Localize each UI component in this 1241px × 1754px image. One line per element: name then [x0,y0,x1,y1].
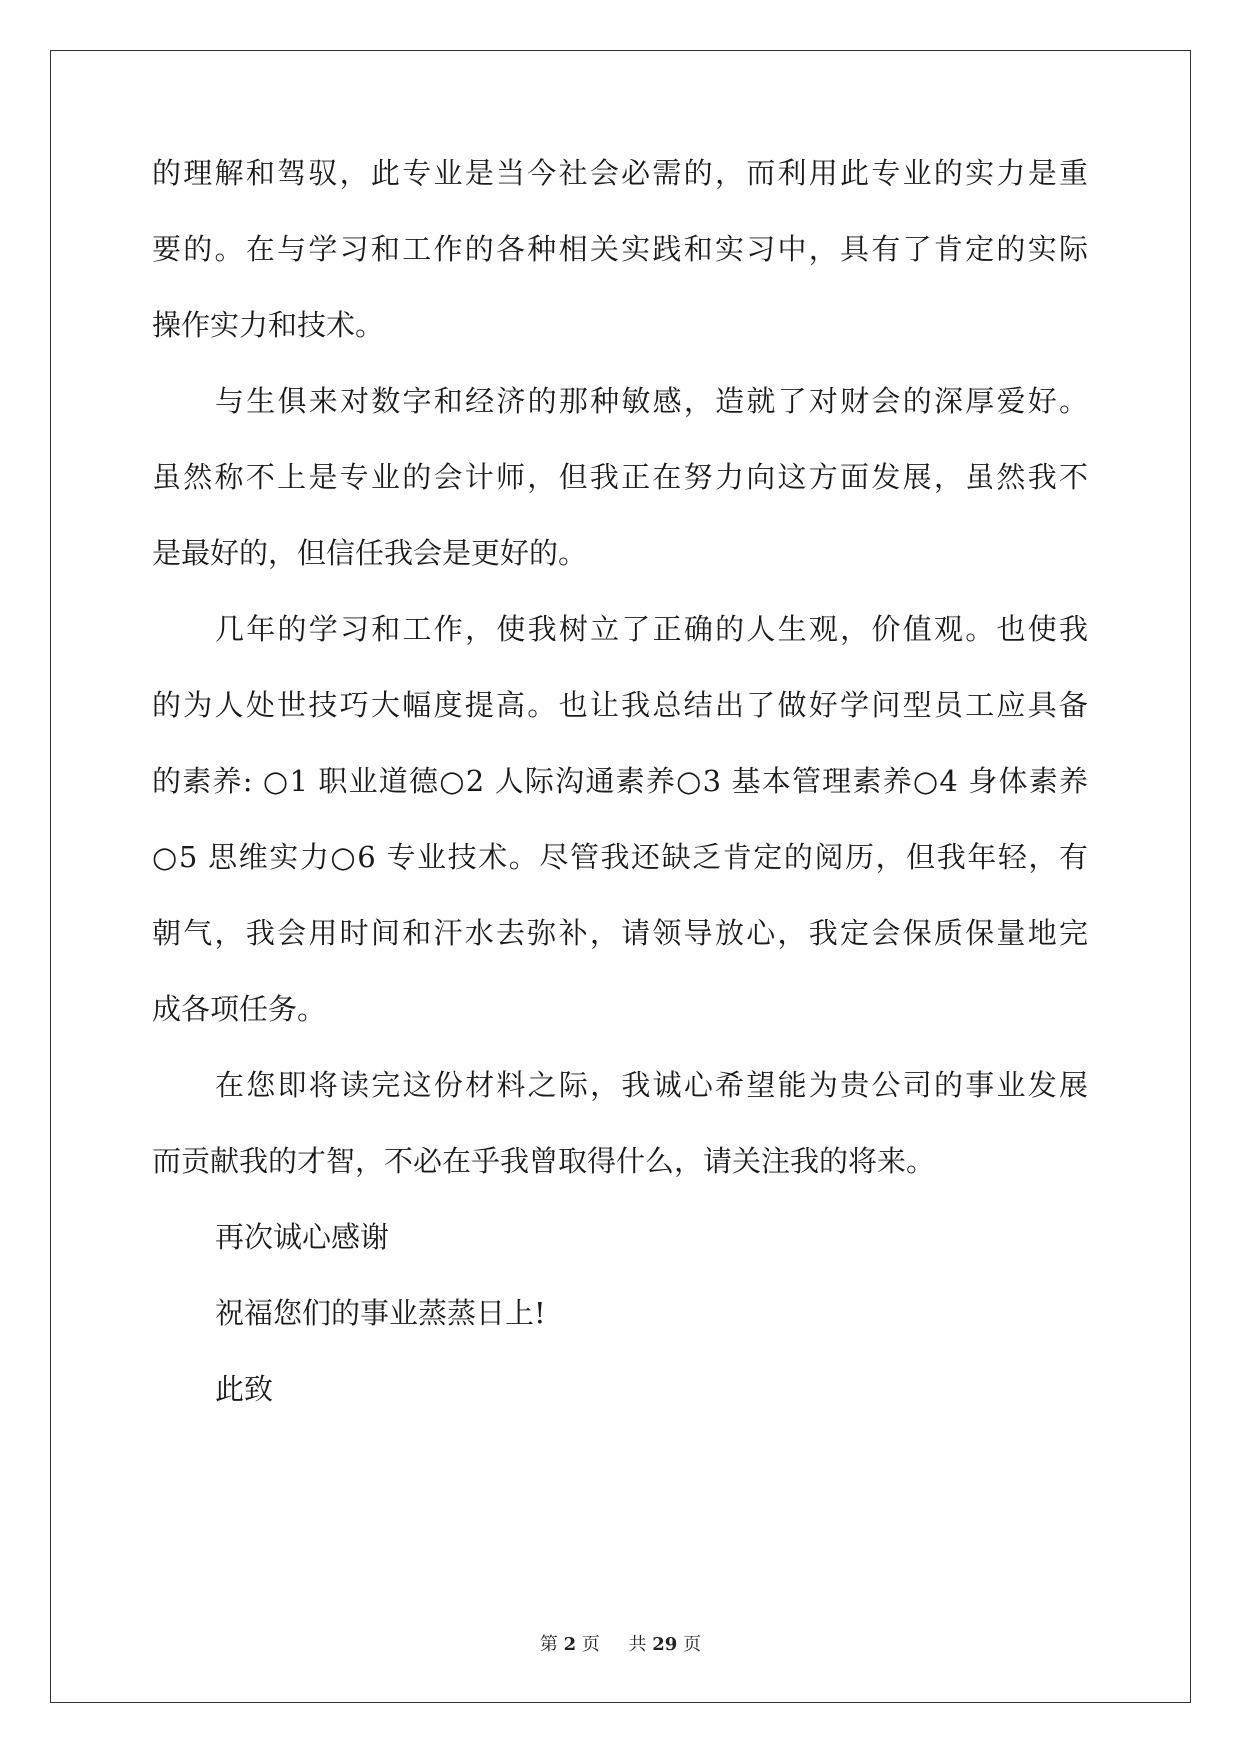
footer-total-unit: 页 [683,1634,702,1655]
closing-salutation: 此致 [215,1372,274,1406]
text-line: 虽然称不上是专业的会计师，但我正在努力向这方面发展，虽然我不 [152,460,1088,494]
closing-thanks: 再次诚心感谢 [215,1220,390,1254]
paragraph-start-line: 几年的学习和工作，使我树立了正确的人生观，价值观。也使我 [215,612,1088,646]
text-line: ○5 思维实力○6 专业技术。尽管我还缺乏肯定的阅历，但我年轻，有 [152,840,1088,874]
text-line: 要的。在与学习和工作的各种相关实践和实习中，具有了肯定的实际 [152,232,1088,266]
page-footer [0,1630,1241,1656]
text-line: 成各项任务。 [152,992,327,1026]
text-line: 朝气，我会用时间和汗水去弥补，请领导放心，我定会保质保量地完 [152,916,1088,950]
text-line: 是最好的，但信任我会是更好的。 [152,536,588,570]
text-line: 的为人处世技巧大幅度提高。也让我总结出了做好学问型员工应具备 [152,688,1088,722]
paragraph-start-line: 与生俱来对数字和经济的那种敏感，造就了对财会的深厚爱好。 [215,384,1088,418]
text-line: 的理解和驾驭，此专业是当今社会必需的，而利用此专业的实力是重 [152,156,1088,190]
paragraph-start-line: 在您即将读完这份材料之际，我诚心希望能为贵公司的事业发展 [215,1068,1088,1102]
page-number: 2 [563,1634,577,1655]
footer-page-unit: 页 [581,1634,600,1655]
page-frame [50,50,1191,1703]
total-pages: 29 [652,1634,678,1655]
text-line: 而贡献我的才智，不必在乎我曾取得什么，请关注我的将来。 [152,1144,936,1178]
text-line: 的素养: ○1 职业道德○2 人际沟通素养○3 基本管理素养○4 身体素养 [152,764,1088,798]
closing-wishes: 祝福您们的事业蒸蒸日上! [215,1296,546,1330]
footer-prefix: 第 [539,1634,558,1655]
text-line: 操作实力和技术。 [152,308,385,342]
footer-total-prefix: 共 [628,1634,647,1655]
